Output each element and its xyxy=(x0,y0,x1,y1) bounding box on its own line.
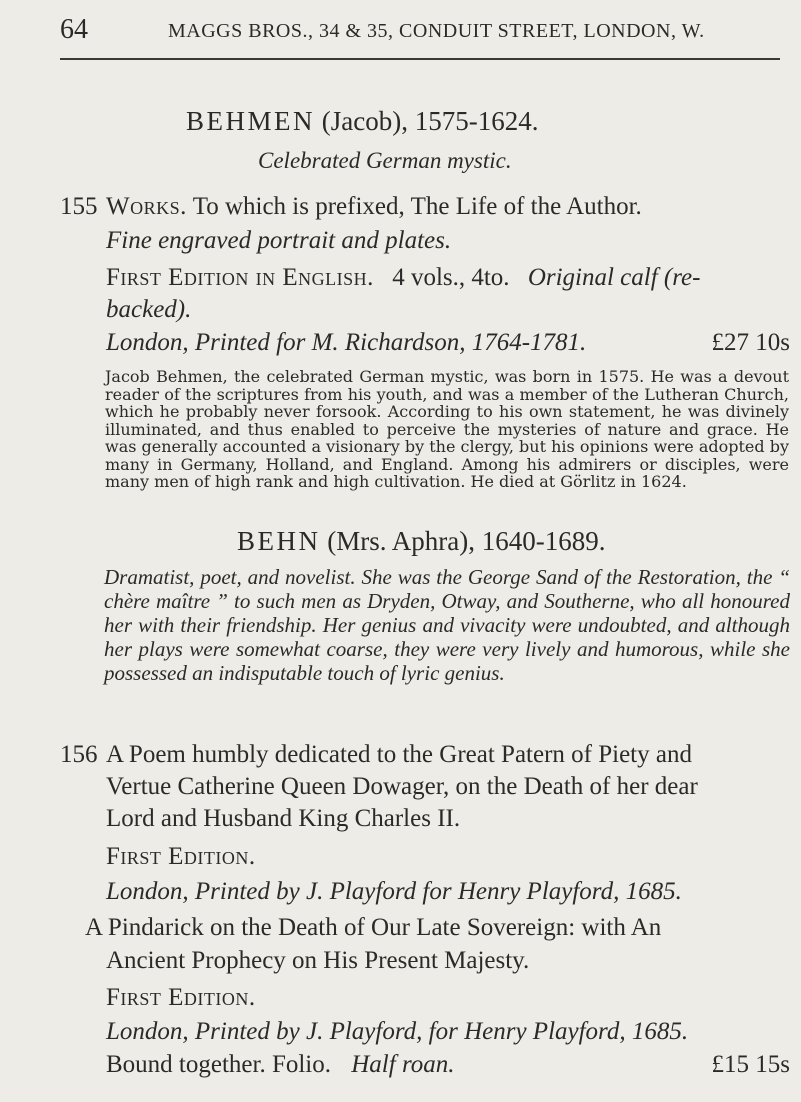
binding-text: Bound together. Folio. xyxy=(106,1051,331,1078)
header-rule xyxy=(60,58,780,60)
author-heading-behmen xyxy=(186,106,538,137)
binding-text: Original calf (re- xyxy=(527,264,701,291)
entry-155-description: Fine engraved portrait and plates. xyxy=(106,227,452,254)
imprint-text: London, Printed for M. Richardson, 1764-1781. xyxy=(106,329,587,356)
entry-title-text: A Poem humbly dedicated to the Great Patern of Piety and xyxy=(106,741,692,768)
binding-material: Half roan. xyxy=(351,1051,455,1078)
entry-number: 155 xyxy=(60,193,98,220)
author-details: (Mrs. Aphra), 1640-1689. xyxy=(327,526,606,556)
entry-156-title-line3: Lord and Husband King Charles II. xyxy=(106,805,461,832)
entry-number: 156 xyxy=(60,741,98,768)
entry-155-edition xyxy=(106,264,700,292)
format-text: 4 vols., 4to. xyxy=(392,264,510,291)
entry-title-label: Works. xyxy=(106,193,187,220)
entry-155-note: Jacob Behmen, the celebrated German mystic, was born in 1575. He was a devout reader of the scriptures from his youth, and was a member of the Lutheran Church, which he probably never forsook. According to his own statement, he was divinely illuminated, and thus enabled to perceive the mysteries of nature and grace. He was generally accounted a visionary by the clergy, but his opinions were adopted by many in Germany, Holland, and England. Among his admirers or disciples, were many men of high rank and high cultivation. He died at Görlitz in 1624. xyxy=(105,367,789,491)
entry-156-imprint-1: London, Printed by J. Playford for Henry Playford, 1685. xyxy=(106,878,682,905)
entry-156-edition-2: First Edition. xyxy=(106,984,256,1011)
author-name: BEHMEN xyxy=(186,106,315,136)
entry-156-imprint-2: London, Printed by J. Playford, for Henry Playford, 1685. xyxy=(106,1018,689,1045)
entry-title-text: To which is prefixed, The Life of the Author. xyxy=(192,193,642,220)
entry-155-price: £27 10s xyxy=(711,329,790,356)
page-number: 64 xyxy=(60,14,88,45)
author-subtitle: Celebrated German mystic. xyxy=(258,148,512,173)
entry-156-title-line4: A Pindarick on the Death of Our Late Sovereign: with An xyxy=(85,914,662,941)
entry-156-edition-1: First Edition. xyxy=(106,843,256,870)
entry-155-binding-cont: backed). xyxy=(106,296,192,323)
author-details: (Jacob), 1575-1624. xyxy=(321,106,539,136)
author-name: BEHN xyxy=(237,526,321,556)
running-head: MAGGS BROS., 34 & 35, CONDUIT STREET, LONDON, W. xyxy=(168,20,705,42)
page-header xyxy=(60,14,780,54)
edition-label: First Edition in English. xyxy=(106,264,374,291)
entry-156-binding xyxy=(106,1051,790,1079)
entry-155-imprint xyxy=(106,329,790,357)
author-heading-behn xyxy=(237,526,605,557)
author-biography: Dramatist, poet, and novelist. She was the George Sand of the Restoration, the “ chère maître ” to such men as Dryden, Otway, and Southerne, who all honoured her with their friendship. Her genius and vivacity were undoubted, and although her plays were somewhat coarse, they were very lively and humorous, while she possessed an indisputable touch of lyric genius. xyxy=(104,565,790,685)
entry-156-title-line5: Ancient Prophecy on His Present Majesty. xyxy=(106,947,530,974)
entry-156-price: £15 15s xyxy=(711,1051,790,1078)
entry-156-title-line2: Vertue Catherine Queen Dowager, on the Death of her dear xyxy=(106,773,698,800)
